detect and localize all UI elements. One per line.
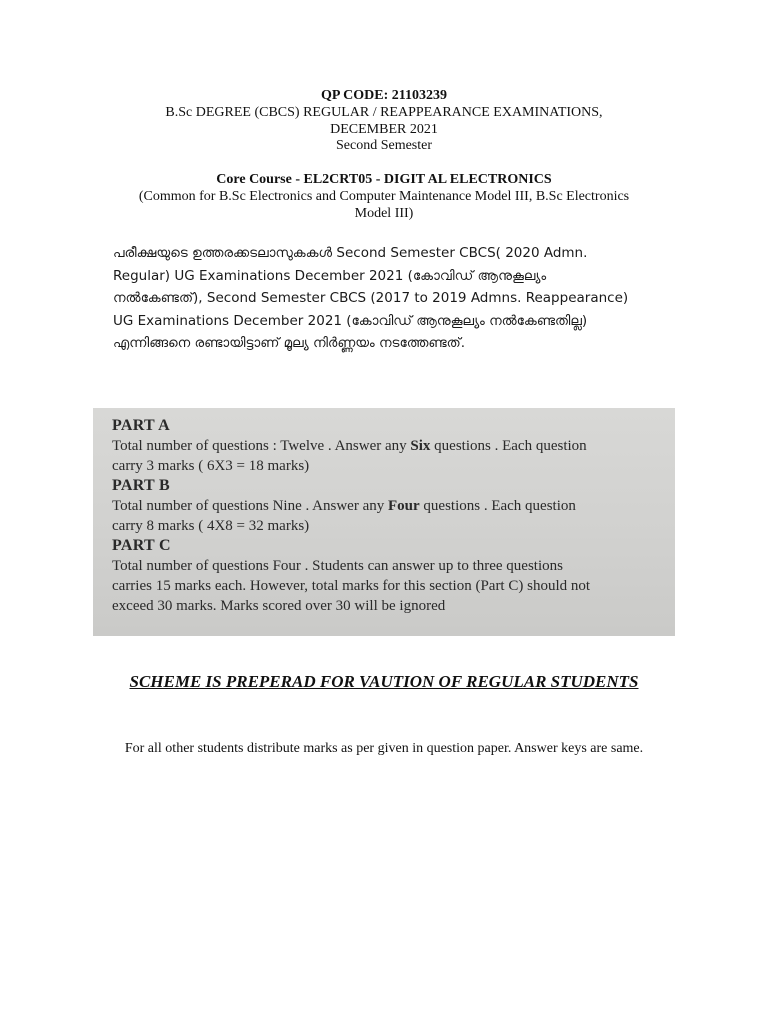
part-b-line1: Total number of questions Nine . Answer any Four questions . Each question (112, 498, 576, 514)
qp-code: QP CODE: 21103239 (320, 88, 447, 103)
exam-title (0, 104, 768, 138)
other-students-note: For all other students distribute marks as per given in question paper. Answer keys are same. (124, 741, 644, 756)
malayalam-instruction (113, 242, 653, 355)
part-a-title: PART A (112, 417, 170, 434)
part-a-line1: Total number of questions : Twelve . Answer any Six questions . Each question (112, 438, 587, 454)
common-note-line2: Model III) (354, 206, 414, 221)
marks-scheme-photo (93, 408, 675, 636)
exam-title-line2: DECEMBER 2021 (330, 122, 438, 137)
course-title: Core Course - EL2CRT05 - DIGIT AL ELECTRONICS (216, 172, 552, 187)
semester: Second Semester (335, 138, 433, 153)
part-b-title: PART B (112, 477, 170, 494)
mal-line1: പരീക്ഷയുടെ ഉത്തരക്കടലാസുകകൾ Second Semester CBCS( 2020 Admn. (113, 245, 588, 261)
part-a-line2: carry 3 marks ( 6X3 = 18 marks) (112, 458, 310, 474)
common-note (0, 188, 768, 222)
mal-line5: എന്നിങ്ങനെ രണ്ടായിട്ടാണ് മൂല്യ നിർണ്ണയം നടത്തേണ്ടത്. (113, 335, 466, 351)
mal-line2: Regular) UG Examinations December 2021 (കോവിഡ് ആനുകൂല്യം (113, 267, 547, 284)
exam-title-line1: B.Sc DEGREE (CBCS) REGULAR / REAPPEARANCE EXAMINATIONS, (165, 105, 603, 120)
part-c-line1: Total number of questions Four . Students can answer up to three questions (112, 558, 563, 574)
mal-line3: നൽകേണ്ടത്), Second Semester CBCS (2017 to 2019 Admns. Reappearance) (113, 290, 629, 306)
part-c-line3: exceed 30 marks. Marks scored over 30 will be ignored (112, 598, 446, 614)
common-note-line1: (Common for B.Sc Electronics and Computer Maintenance Model III, B.Sc Electronics (138, 189, 630, 204)
scheme-heading: SCHEME IS PREPERAD FOR VAUTION OF REGULAR STUDENTS (129, 672, 639, 691)
mal-line4: UG Examinations December 2021 (കോവിഡ് ആനുകൂല്യം നൽകേണ്ടതില്ല) (113, 312, 588, 329)
part-b-line2: carry 8 marks ( 4X8 = 32 marks) (112, 518, 310, 534)
part-c-title: PART C (112, 537, 171, 554)
part-c-line2: carries 15 marks each. However, total marks for this section (Part C) should not (112, 578, 591, 594)
